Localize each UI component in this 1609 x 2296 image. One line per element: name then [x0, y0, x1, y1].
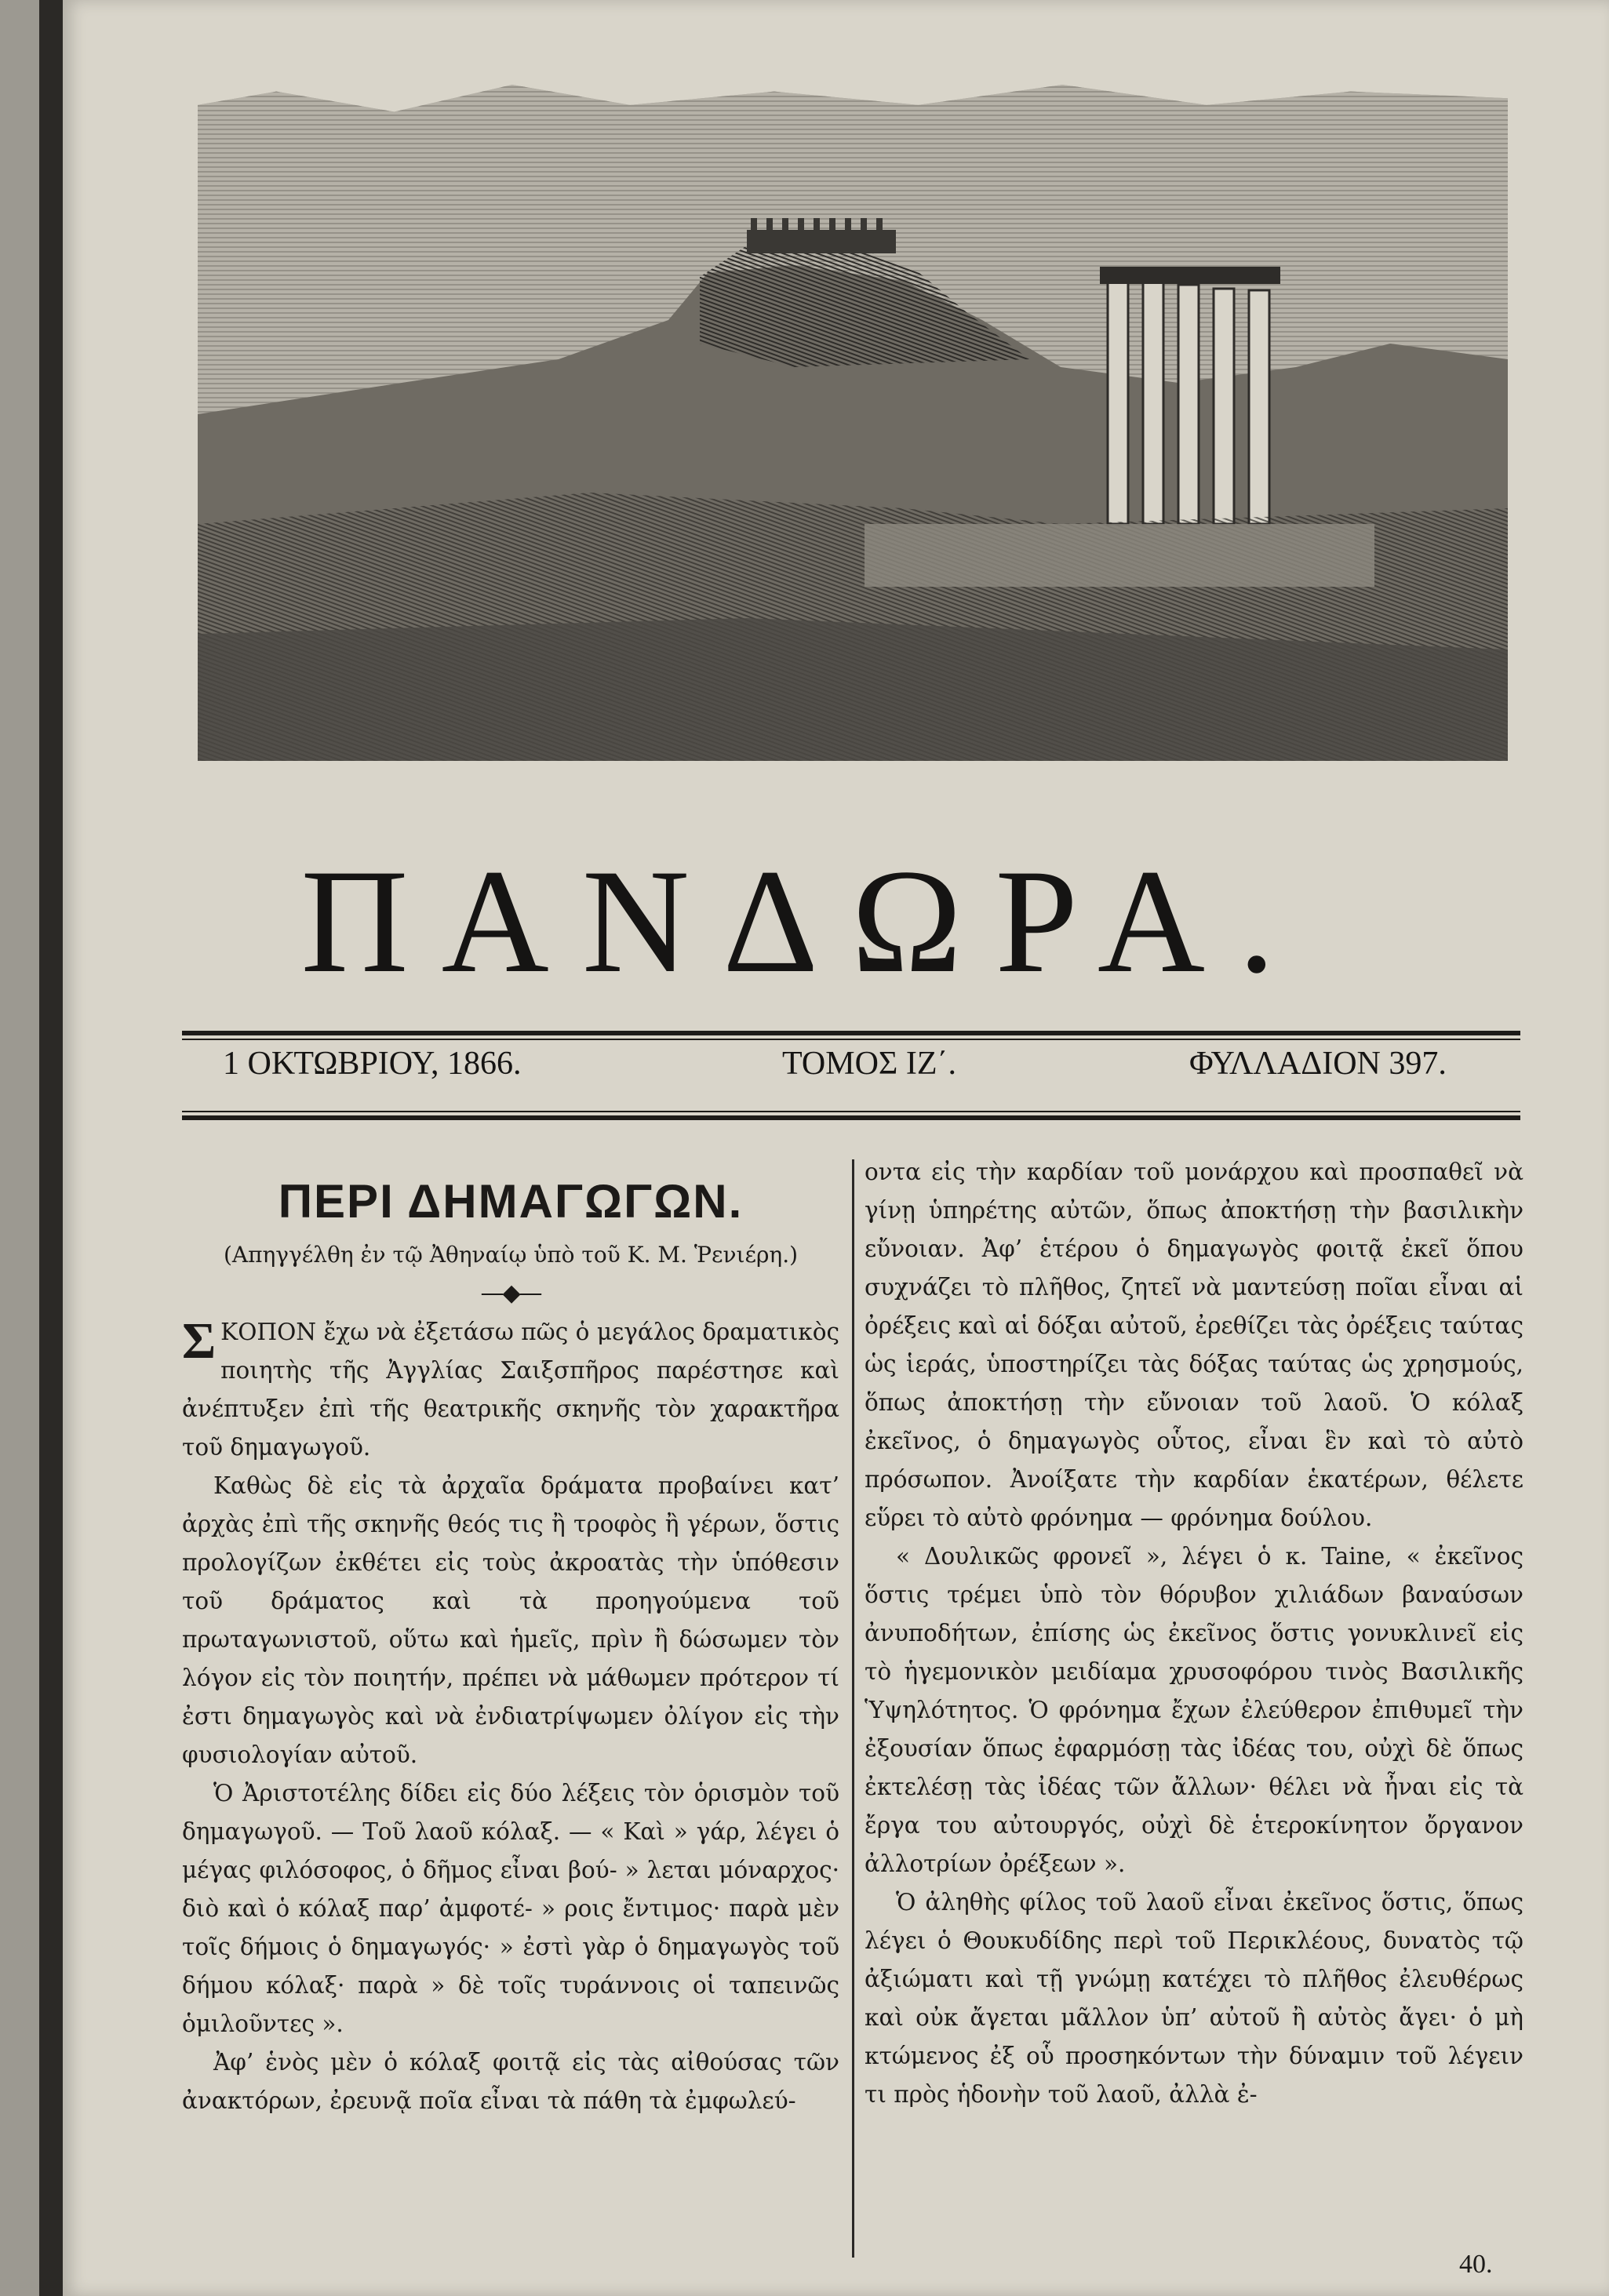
- rule-top-thick: [182, 1031, 1520, 1035]
- paragraph: οντα εἰς τὴν καρδίαν τοῦ μονάρχου καὶ προσπαθεῖ νὰ γίνῃ ὑπηρέτης αὐτῶν, ὅπως ἀποκτήσῃ τὴν βασιλικὴν εὔνοιαν. Ἀφ’ ἑτέρου ὁ δημαγωγὸς φοιτᾷ ἐκεῖ ὅπου συχνάζει τὸ πλῆθος, ζητεῖ νὰ μαντεύσῃ ποῖαι εἶναι αἱ ὀρέξεις καὶ αἱ δόξαι αὐτοῦ, ἐρεθίζει τὰς ὀρέξεις ταύτας ὡς ἱεράς, ὑποστηρίζει τὰς δόξας ταύτας ὡς χρησμούς, ὅπως ἀποκτήσῃ τὴν εὔνοιαν τοῦ λαοῦ. Ὁ κόλαξ ἐκεῖνος, ὁ δημαγωγὸς οὗτος, εἶναι ἓν καὶ τὸ αὐτὸ πρόσωπον. Ἀνοίξατε τὴν καρδίαν ἑκατέρων, θέλετε εὕρει τὸ αὐτὸ φρόνημα — φρόνημα δούλου.: [865, 1159, 1523, 1531]
- paragraph: Ὁ ἀληθὴς φίλος τοῦ λαοῦ εἶναι ἐκεῖνος ὅστις, ὅπως λέγει ὁ Θουκυδίδης περὶ τοῦ Περικλέους, δυνατὸς τῷ ἀξιώματι καὶ τῇ γνώμῃ κατέχει τὸ πλῆθος ἐλευθέρως καὶ οὐκ ἄγεται μᾶλλον ὑπ’ αὐτοῦ ἢ αὐτὸς ἄγει· ὁ μὴ κτώμενος ἐξ οὗ προσηκόντων τὴν δύναμιν τοῦ λέγειν τι πρὸς ἡδονὴν τοῦ λαοῦ, ἀλλὰ ἐ-: [865, 1889, 1523, 2108]
- ornament-divider: —◆—: [480, 1279, 541, 1307]
- acropolis-engraving: [198, 85, 1508, 761]
- issue-date: 1 ΟΚΤΩΒΡΙΟΥ, 1866.: [223, 1046, 522, 1082]
- right-column: [865, 1153, 1523, 2114]
- rule-top-thin: [182, 1039, 1520, 1040]
- paragraph: « Δουλικῶς φρονεῖ », λέγει ὁ κ. Taine, « ἐκεῖνος ὅστις τρέμει ὑπὸ τὸν θόρυβον χιλιάδων βαναύσων ἀνυποδήτων, ἐπίσης ὡς ἐκεῖνος ὅστις γονυκλινεῖ εἰς τὸ ἡγεμονικὸν μειδίαμα χρυσοφόρου τινὸς Βασιλικῆς Ὑψηλότητος. Ὁ φρόνημα ἔχων ἐλεύθερον ἐπιθυμεῖ τὴν ἐξουσίαν ὅπως ἐφαρμόσῃ τὰς ἰδέας του, οὐχὶ δὲ ὅπως ἐκτελέσῃ τὰς ἰδέας τῶν ἄλλων· θέλει νὰ ἦναι εἰς τὰ ἔργα του αὐτουργός, οὐχὶ δὲ ἑτεροκίνητον ὄργανον ἀλλοτρίων ὀρέξεων ».: [865, 1543, 1523, 1877]
- drop-cap: Σ: [182, 1312, 217, 1370]
- paragraph-text: ΚΟΠΟΝ ἔχω νὰ ἐξετάσω πῶς ὁ μεγάλος δραματικὸς ποιητὴς τῆς Ἀγγλίας Σαιξσπῆρος παρέστησε καὶ ἀνέπτυξεν ἐπὶ τῆς θεατρικῆς σκηνῆς τὸν χαρακτῆρα τοῦ δημαγωγοῦ.: [182, 1319, 839, 1461]
- paragraph: Καθὼς δὲ εἰς τὰ ἀρχαῖα δράματα προβαίνει κατ’ ἀρχὰς ἐπὶ τῆς σκηνῆς θεός τις ἢ τροφὸς ἢ γέρων, ὅστις προλογίζων ἐκθέτει εἰς τοὺς ἀκροατὰς τὴν ὑπόθεσιν τοῦ δράματος καὶ τὰ προηγούμενα τοῦ πρωταγωνιστοῦ, οὕτω καὶ ἡμεῖς, πρὶν ἢ δώσωμεν τὸν λόγον εἰς τὸν ποιητήν, πρέπει νὰ μάθωμεν πρότερον τί ἐστι δημαγωγὸς καὶ νὰ ἐνδιατρίψωμεν ὀλίγον εἰς τὴν φυσιολογίαν αὐτοῦ.: [182, 1472, 839, 1768]
- paragraph: Ὁ Ἀριστοτέλης δίδει εἰς δύο λέξεις τὸν ὁρισμὸν τοῦ δημαγωγοῦ. — Τοῦ λαοῦ κόλαξ. — « Καὶ » γάρ, λέγει ὁ μέγας φιλόσοφος, ὁ δῆμος εἶναι βού- » λεται μόναρχος· διὸ καὶ ὁ κόλαξ παρ’ ἀμφοτέ- » ροις ἔντιμος· παρὰ μὲν τοῖς δήμοις ὁ δημαγωγός· » ἐστὶ γὰρ ὁ δημαγωγὸς τοῦ δήμου κόλαξ· παρὰ » δὲ τοῖς τυράννοις οἱ ταπεινῶς ὁμιλοῦντες ».: [182, 1780, 839, 2037]
- rule-bottom-thick: [182, 1115, 1520, 1120]
- article-title: ΠΕΡΙ ΔΗΜΑΓΩΓΩΝ.: [278, 1175, 744, 1228]
- paragraph: [182, 1313, 839, 1467]
- page-number: 40.: [1459, 2250, 1493, 2279]
- article-subtitle: (Απηγγέλθη ἐν τῷ Ἀθηναίῳ ὑπὸ τοῦ Κ. Μ. Ῥενιέρη.): [223, 1242, 799, 1268]
- left-column: [182, 1153, 839, 2120]
- paragraph: Ἀφ’ ἑνὸς μὲν ὁ κόλαξ φοιτᾷ εἰς τὰς αἰθούσας τῶν ἀνακτόρων, ἐρευνᾷ ποῖα εἶναι τὰ πάθη τὰ ἐμφωλεύ-: [182, 2049, 839, 2114]
- masthead-title: ΠΑΝΔΩΡΑ.: [300, 839, 1309, 1004]
- dateline: [182, 1045, 1520, 1092]
- rule-bottom-thin: [182, 1111, 1520, 1112]
- binding-edge: [39, 0, 66, 2296]
- volume-number: ΤΟΜΟΣ ΙΖ΄.: [782, 1046, 956, 1082]
- issue-number: ΦΥΛΛΑΔΙΟΝ 397.: [1189, 1046, 1447, 1082]
- column-divider: [852, 1159, 854, 2258]
